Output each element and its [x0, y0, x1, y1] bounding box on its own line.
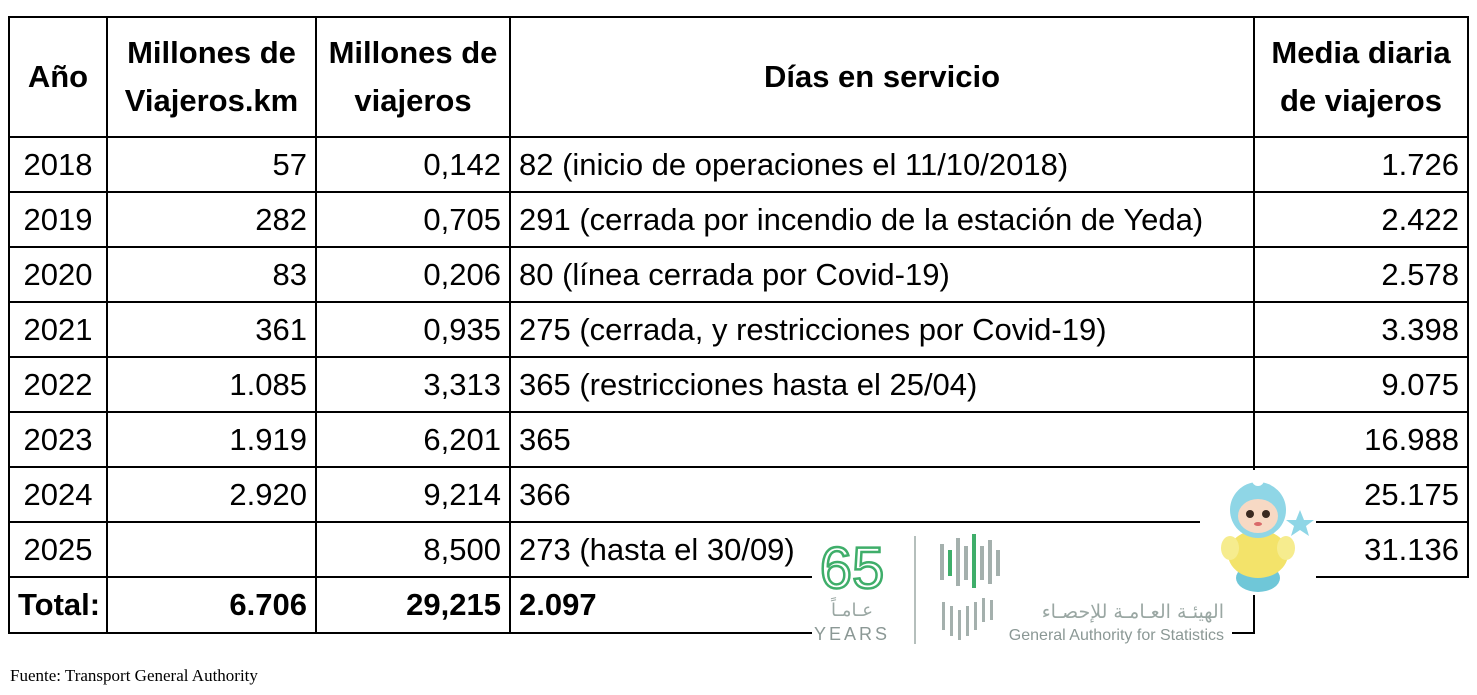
- header-passenger-km: Millones de Viajeros.km: [107, 17, 316, 137]
- anniversary-65-logo: [814, 536, 890, 644]
- total-label: Total:: [9, 577, 107, 633]
- cell-days: 82 (inicio de operaciones el 11/10/2018): [510, 137, 1254, 192]
- anniversary-number: 65: [819, 536, 885, 601]
- cell-daily: 9.075: [1254, 357, 1468, 412]
- cell-passengers: 0,142: [316, 137, 510, 192]
- table-row: [9, 357, 1468, 412]
- cell-passenger-km: 1.919: [107, 412, 316, 467]
- cell-passengers: 8,500: [316, 522, 510, 577]
- header-year: Año: [9, 17, 107, 137]
- total-passenger-km: 6.706: [107, 577, 316, 633]
- cell-passenger-km: [107, 522, 316, 577]
- cell-daily: 3.398: [1254, 302, 1468, 357]
- cell-days: 275 (cerrada, y restricciones por Covid-19): [510, 302, 1254, 357]
- cell-year: 2021: [9, 302, 107, 357]
- authority-arabic: الهيئـة العـامـة للإحصـاء: [1041, 601, 1224, 623]
- cell-daily: 2.422: [1254, 192, 1468, 247]
- cell-days: 365 (restricciones hasta el 25/04): [510, 357, 1254, 412]
- cell-passenger-km: 83: [107, 247, 316, 302]
- total-passengers: 29,215: [316, 577, 510, 633]
- header-passengers: Millones de viajeros: [316, 17, 510, 137]
- cell-daily: 31.136: [1254, 522, 1468, 577]
- cell-days: 366: [510, 467, 1254, 522]
- table-row: [9, 137, 1468, 192]
- cell-passenger-km: 282: [107, 192, 316, 247]
- doll-mascot-icon: [1200, 470, 1316, 595]
- cell-days: 291 (cerrada por incendio de la estación de Yeda): [510, 192, 1254, 247]
- header-days-in-service: Días en servicio: [510, 17, 1254, 137]
- total-days: 2.097: [510, 577, 1254, 633]
- table-row: [9, 192, 1468, 247]
- table-header: [9, 17, 1468, 137]
- authority-english: General Authority for Statistics: [1008, 627, 1224, 644]
- cell-days: 80 (línea cerrada por Covid-19): [510, 247, 1254, 302]
- cell-year: 2022: [9, 357, 107, 412]
- cell-daily: 2.578: [1254, 247, 1468, 302]
- cell-passenger-km: 1.085: [107, 357, 316, 412]
- header-daily-average: Media diaria de viajeros: [1254, 17, 1468, 137]
- cell-year: 2025: [9, 522, 107, 577]
- cell-passengers: 0,206: [316, 247, 510, 302]
- cell-daily: 1.726: [1254, 137, 1468, 192]
- cell-passengers: 3,313: [316, 357, 510, 412]
- cell-year: 2018: [9, 137, 107, 192]
- table-row: [9, 412, 1468, 467]
- table-row: [9, 302, 1468, 357]
- cell-passenger-km: 361: [107, 302, 316, 357]
- cell-passenger-km: 2.920: [107, 467, 316, 522]
- source-note: Fuente: Transport General Authority: [10, 666, 258, 685]
- cell-daily: 25.175: [1254, 467, 1468, 522]
- cell-days: 365: [510, 412, 1254, 467]
- gastat-watermark-logo: [812, 530, 1232, 648]
- cell-passengers: 0,705: [316, 192, 510, 247]
- cell-days: 273 (hasta el 30/09): [510, 522, 1254, 577]
- cell-passengers: 6,201: [316, 412, 510, 467]
- cell-year: 2023: [9, 412, 107, 467]
- anniversary-arabic: عـامـاً: [831, 600, 873, 621]
- cell-passengers: 0,935: [316, 302, 510, 357]
- anniversary-years: YEARS: [813, 624, 891, 644]
- cell-year: 2024: [9, 467, 107, 522]
- cell-year: 2019: [9, 192, 107, 247]
- cell-passenger-km: 57: [107, 137, 316, 192]
- cell-daily: 16.988: [1254, 412, 1468, 467]
- cell-year: 2020: [9, 247, 107, 302]
- cell-passengers: 9,214: [316, 467, 510, 522]
- table-row: [9, 247, 1468, 302]
